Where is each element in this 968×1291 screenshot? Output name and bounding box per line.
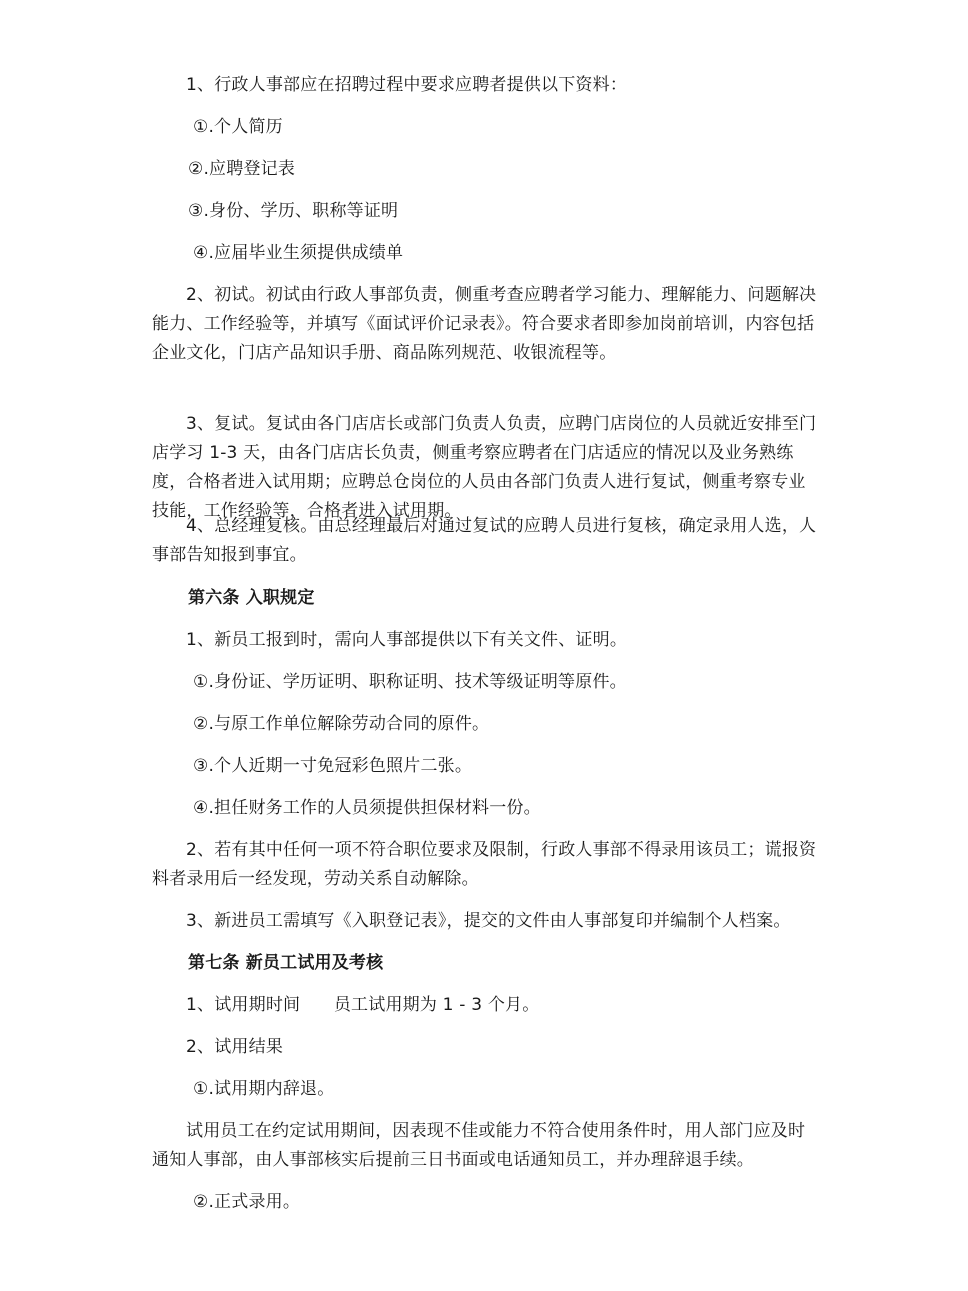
paragraph-1: 1、行政人事部应在招聘过程中要求应聘者提供以下资料：	[186, 75, 628, 95]
section7-paragraph-1: 1、试用期时间 员工试用期为 1 - 3 个月。	[186, 995, 540, 1015]
section-heading-7: 第七条 新员工试用及考核	[188, 953, 384, 973]
list-item: ③.个人近期一寸免冠彩色照片二张。	[193, 756, 473, 776]
section6-paragraph-2: 2、若有其中任何一项不符合职位要求及限制，行政人事部不得录用该员工；谎报资料者录用后一经发现，劳动关系自动解除。	[152, 840, 817, 889]
section7-paragraph-2: 2、试用结果	[186, 1037, 284, 1057]
paragraph-3: 3、复试。复试由各门店店长或部门负责人负责，应聘门店岗位的人员就近安排至门店学习 1-3 天，由各门店店长负责，侧重考察应聘者在门店适应的情况以及业务熟练度，合格者进入试用期；应聘总仓岗位的人员由各部门负责人进行复试，侧重考察专业技能，工作经验等，合格者进入试用期。	[152, 414, 817, 521]
section-heading-6: 第六条 入职规定	[188, 588, 315, 608]
list-item: ②.与原工作单位解除劳动合同的原件。	[193, 714, 490, 734]
list-item: ①.个人简历	[193, 117, 283, 137]
list-item: ②.正式录用。	[193, 1192, 301, 1212]
list-item: ④.应届毕业生须提供成绩单	[193, 243, 404, 263]
list-item: ④.担任财务工作的人员须提供担保材料一份。	[193, 798, 541, 818]
list-item: ①.试用期内辞退。	[193, 1079, 335, 1099]
list-item: ①.身份证、学历证明、职称证明、技术等级证明等原件。	[193, 672, 627, 692]
paragraph-2: 2、初试。初试由行政人事部负责，侧重考查应聘者学习能力、理解能力、问题解决能力、工作经验等，并填写《面试评价记录表》。符合要求者即参加岗前培训，内容包括企业文化，门店产品知识手册、商品陈列规范、收银流程等。	[152, 285, 817, 363]
section6-paragraph-1: 1、新员工报到时，需向人事部提供以下有关文件、证明。	[186, 630, 628, 650]
section6-paragraph-3: 3、新进员工需填写《入职登记表》，提交的文件由人事部复印并编制个人档案。	[186, 911, 791, 931]
list-item: ③.身份、学历、职称等证明	[188, 201, 399, 221]
section7-paragraph-3: 试用员工在约定试用期间，因表现不佳或能力不符合使用条件时，用人部门应及时通知人事部，由人事部核实后提前三日书面或电话通知员工，并办理辞退手续。	[152, 1121, 806, 1170]
list-item: ②.应聘登记表	[188, 159, 296, 179]
paragraph-4: 4、总经理复核。由总经理最后对通过复试的应聘人员进行复核，确定录用人选，人事部告知报到事宜。	[152, 516, 817, 565]
